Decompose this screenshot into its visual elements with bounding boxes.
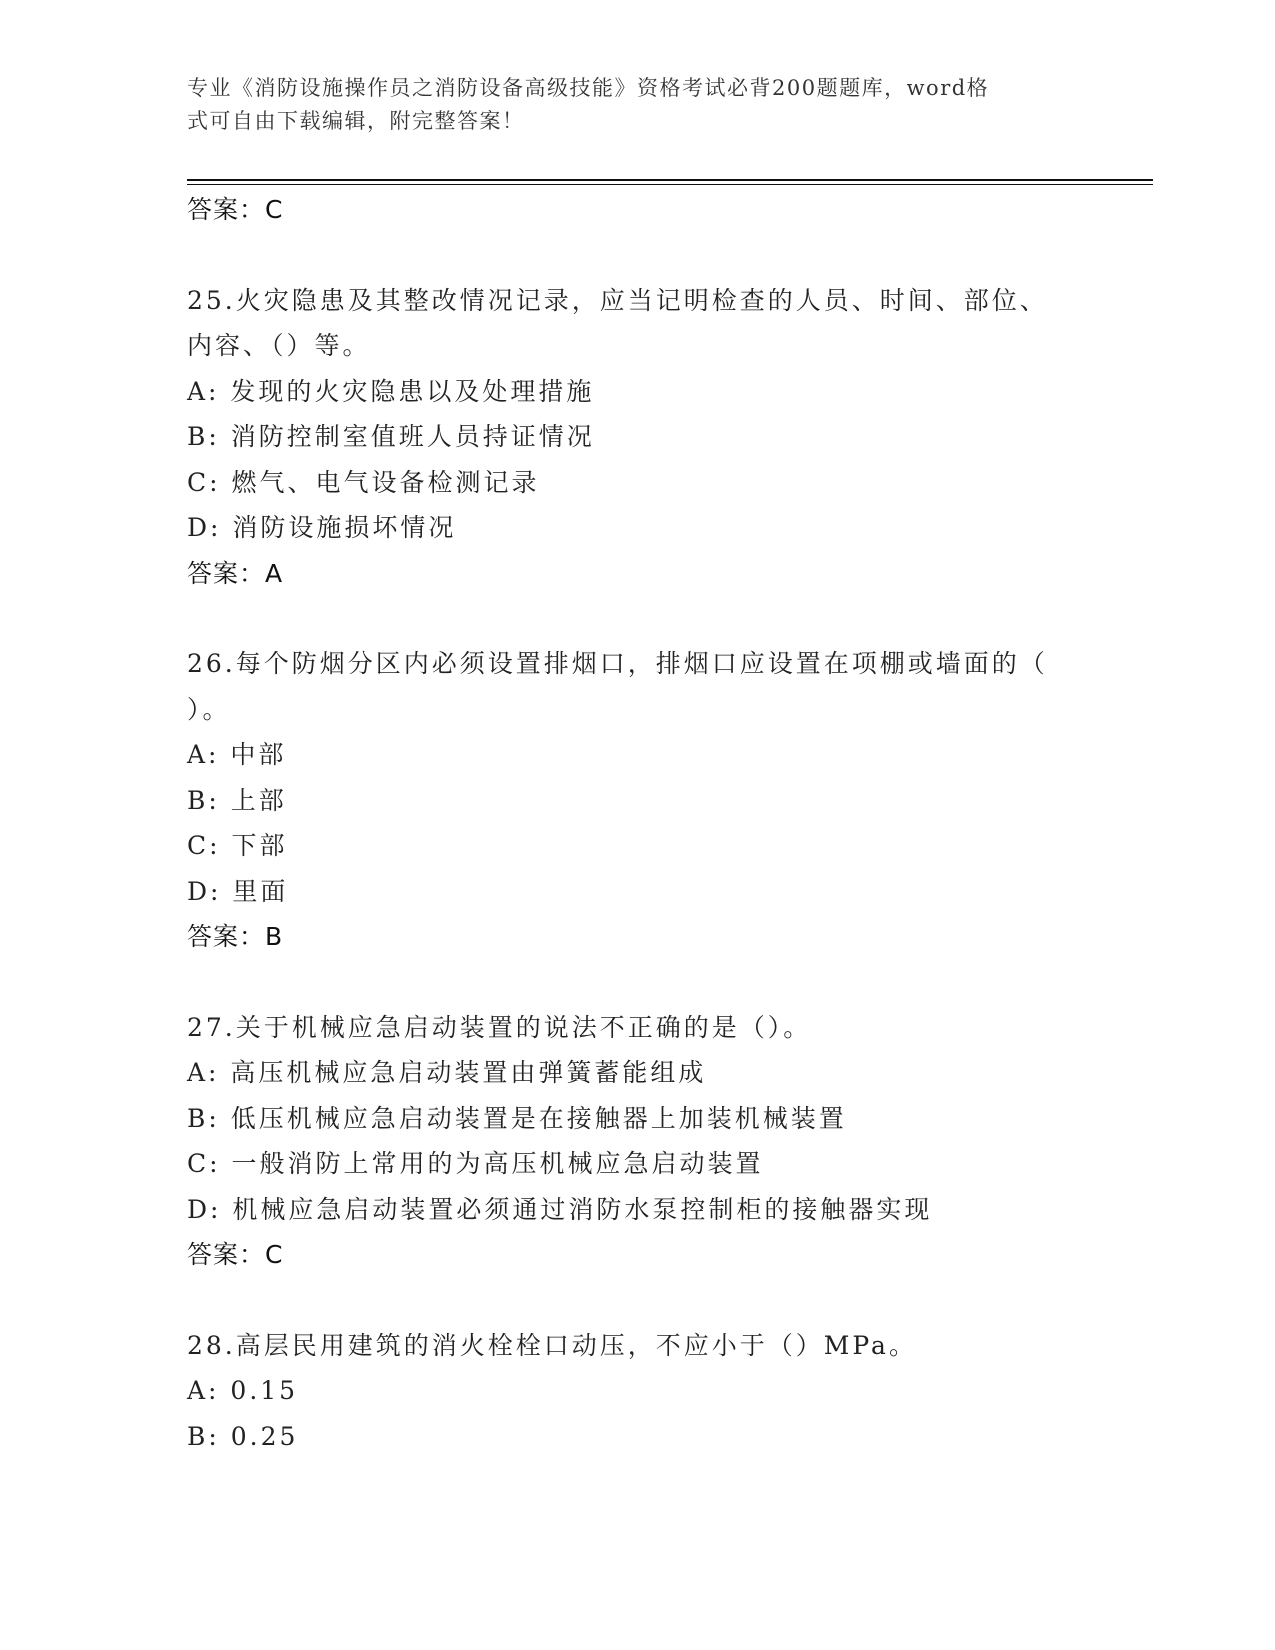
- option-a: A: 高压机械应急启动装置由弹簧蓄能组成: [187, 1058, 707, 1087]
- question-stem: 26.每个防烟分区内必须设置排烟口，排烟口应设置在项棚或墙面的（: [187, 649, 1048, 678]
- question-block: [187, 278, 1127, 597]
- question-stem: ）。: [187, 694, 231, 724]
- question-block: [187, 641, 1127, 960]
- question-stem: 28.高层民用建筑的消火栓栓口动压，不应小于（）MPa。: [187, 1330, 917, 1360]
- answer-label: 答案：C: [187, 195, 284, 224]
- option-a: A: 0.15: [187, 1376, 299, 1405]
- answer-label: 答案：B: [187, 922, 284, 951]
- option-b: B: 0.25: [187, 1421, 299, 1451]
- option-a: A: 中部: [187, 740, 287, 769]
- option-c: C: 一般消防上常用的为高压机械应急启动装置: [187, 1149, 764, 1178]
- option-d: D: 里面: [187, 876, 289, 906]
- option-b: B: 低压机械应急启动装置是在接触器上加装机械装置: [187, 1103, 847, 1133]
- option-a: A: 发现的火灾隐患以及处理措施: [187, 376, 595, 406]
- question-stem: 25.火灾隐患及其整改情况记录，应当记明检查的人员、时间、部位、: [187, 285, 1048, 315]
- option-c: C: 燃气、电气设备检测记录: [187, 467, 540, 497]
- option-d: D: 消防设施损坏情况: [187, 513, 457, 542]
- answer-label: 答案：A: [187, 558, 284, 588]
- option-b: B: 消防控制室值班人员持证情况: [187, 422, 595, 451]
- header-divider: [187, 179, 1153, 181]
- question-stem: 内容、（）等。: [187, 331, 371, 360]
- question-stem: 27.关于机械应急启动装置的说法不正确的是（）。: [187, 1012, 812, 1042]
- option-b: B: 上部: [187, 785, 287, 815]
- question-block: [187, 1323, 1127, 1460]
- question-list: [187, 187, 1127, 1459]
- answer-label: 答案：C: [187, 1240, 284, 1269]
- option-d: D: 机械应急启动装置必须通过消防水泵控制柜的接触器实现: [187, 1194, 933, 1224]
- question-block: [187, 1005, 1127, 1278]
- document-header: [187, 72, 1067, 138]
- header-line-1: 专业《消防设施操作员之消防设备高级技能》资格考试必背200题题库，word格: [187, 76, 990, 100]
- option-c: C: 下部: [187, 831, 288, 860]
- header-divider-thin: [187, 184, 1153, 185]
- header-line-2: 式可自由下载编辑，附完整答案！: [187, 109, 525, 133]
